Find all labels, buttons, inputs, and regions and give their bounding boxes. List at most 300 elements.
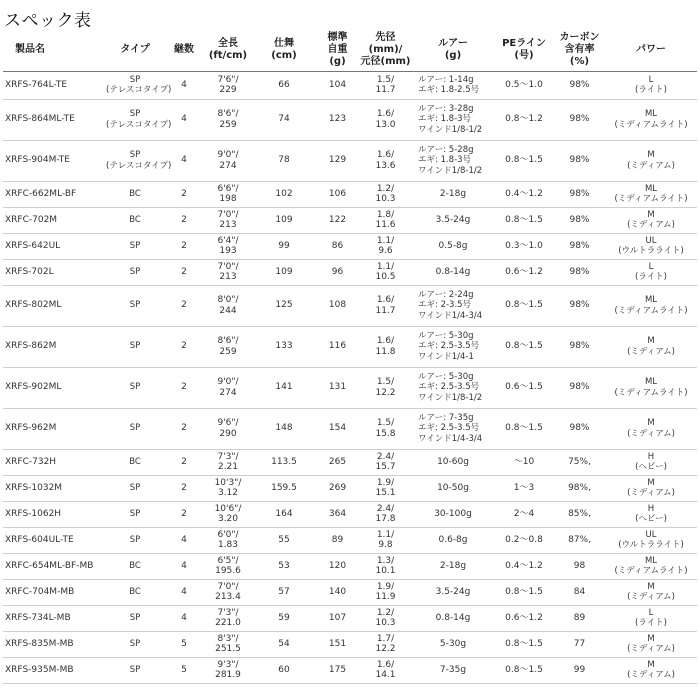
cell-pe-line: 0.8〜1.5 [494, 285, 554, 326]
table-row [3, 579, 697, 605]
cell-length-line: 3.20 [217, 514, 239, 524]
cell-power [605, 207, 697, 233]
cell-length [204, 449, 252, 475]
header-carbon: カーボン 含有率 (%) [554, 29, 605, 71]
cell-tip-butt-diameter-line: 1.5/ [376, 418, 395, 428]
cell-pieces: 2 [164, 408, 204, 449]
cell-carbon: 98% [554, 326, 605, 367]
cell-power [605, 605, 697, 631]
cell-tip-butt-diameter [359, 408, 412, 449]
cell-type [106, 449, 164, 475]
cell-type [106, 207, 164, 233]
cell-carbon: 98% [554, 285, 605, 326]
cell-length-line: 7'3"/ [217, 607, 239, 618]
cell-length-line: 6'5"/ [217, 555, 239, 566]
table-row [3, 99, 697, 140]
cell-weight: 89 [316, 527, 359, 553]
cell-power-line: M [647, 477, 655, 488]
cell-type [106, 475, 164, 501]
cell-weight: 122 [316, 207, 359, 233]
cell-tip-butt-diameter-line: 14.1 [375, 670, 396, 680]
cell-tip-butt-diameter [359, 449, 412, 475]
cell-power-line: UL [645, 235, 657, 246]
cell-lure [412, 475, 494, 501]
cell-closed-length: 148 [252, 408, 316, 449]
cell-lure [412, 71, 494, 99]
cell-lure [412, 408, 494, 449]
cell-carbon: 84 [554, 579, 605, 605]
cell-closed-length: 55 [252, 527, 316, 553]
cell-tip-butt-diameter-line: 1.1/ [376, 235, 395, 246]
cell-lure-line: 3.5-24g [435, 586, 471, 597]
cell-tip-butt-diameter-line: 11.7 [375, 85, 396, 95]
cell-closed-length: 53 [252, 553, 316, 579]
cell-weight: 140 [316, 579, 359, 605]
cell-power-line: M [647, 209, 655, 220]
cell-weight: 120 [316, 553, 359, 579]
table-row [3, 631, 697, 657]
cell-tip-butt-diameter-line: 1.8/ [376, 209, 395, 220]
cell-closed-length: 141 [252, 367, 316, 408]
header-pe-line: PEライン (号) [494, 29, 554, 71]
table-row [3, 367, 697, 408]
cell-tip-butt-diameter [359, 553, 412, 579]
cell-pe-line: 0.6〜1.2 [494, 259, 554, 285]
cell-tip-butt-diameter [359, 475, 412, 501]
cell-power [605, 71, 697, 99]
cell-tip-butt-diameter-line: 12.2 [375, 644, 396, 654]
cell-length-line: 8'6"/ [217, 336, 239, 346]
cell-closed-length: 109 [252, 207, 316, 233]
cell-lure [412, 605, 494, 631]
cell-type-line: SP [129, 508, 141, 519]
cell-type [106, 99, 172, 140]
cell-length-line: 6'6"/ [217, 183, 239, 194]
cell-closed-length: 57 [252, 579, 316, 605]
cell-type-line: SP [129, 300, 141, 311]
cell-power-line: (ミディアムライト) [614, 119, 688, 130]
cell-lure-line: エギ: 1.8-3号 [418, 155, 472, 166]
cell-carbon: 98% [554, 259, 605, 285]
header-weight: 標準 自重 (g) [316, 29, 359, 71]
cell-weight: 116 [316, 326, 359, 367]
cell-power [605, 527, 697, 553]
cell-model: XRFS-862M [3, 326, 106, 367]
cell-length-line: 9'0"/ [217, 150, 239, 160]
cell-power-line: (ミディアム) [627, 220, 675, 230]
cell-length [204, 326, 252, 367]
cell-pieces: 4 [164, 579, 204, 605]
cell-tip-butt-diameter-line: 1.1/ [376, 261, 395, 272]
cell-model: XRFS-904M-TE [3, 140, 106, 181]
cell-carbon: 98% [554, 207, 605, 233]
cell-length [204, 527, 252, 553]
header-closed-length: 仕舞 (cm) [252, 29, 316, 71]
cell-pe-line: 〜10 [494, 449, 554, 475]
cell-carbon: 98% [554, 140, 605, 181]
cell-lure-line: 30-100g [434, 508, 472, 519]
cell-tip-butt-diameter-line: 1.2/ [376, 607, 395, 618]
cell-pieces: 2 [164, 259, 204, 285]
cell-lure-line: ルアー: 1-14g [418, 74, 474, 85]
cell-length-line: 1.83 [217, 540, 239, 550]
cell-lure-line: ワインド1/8-1/2 [418, 124, 483, 135]
cell-lure-line: ルアー: 2-24g [418, 289, 474, 300]
cell-length [204, 605, 252, 631]
cell-model: XRFS-1062H [3, 501, 106, 527]
cell-length [204, 207, 252, 233]
cell-tip-butt-diameter-line: 1.2/ [376, 183, 395, 194]
cell-length [204, 367, 252, 408]
table-row [3, 449, 697, 475]
cell-model: XRFS-734L-MB [3, 605, 106, 631]
cell-model: XRFS-902ML [3, 367, 106, 408]
cell-type-line: SP [129, 266, 141, 277]
cell-lure-line: エギ: 2.5-3.5号 [418, 423, 480, 434]
spec-table-header [3, 29, 697, 71]
cell-pe-line: 0.8〜1.5 [494, 631, 554, 657]
cell-lure-line: エギ: 1.8-2.5号 [418, 85, 480, 95]
cell-carbon: 98% [554, 367, 605, 408]
cell-tip-butt-diameter [359, 181, 412, 207]
cell-pieces: 4 [164, 553, 204, 579]
cell-pe-line: 0.6〜1.2 [494, 605, 554, 631]
table-row [3, 605, 697, 631]
cell-tip-butt-diameter-line: 1.6/ [376, 659, 395, 670]
cell-type [106, 259, 164, 285]
cell-tip-butt-diameter-line: 1.5/ [376, 74, 395, 85]
cell-tip-butt-diameter-line: 9.8 [378, 540, 393, 550]
cell-type [106, 71, 172, 99]
cell-tip-butt-diameter-line: 2.4/ [376, 451, 395, 462]
cell-weight: 175 [316, 657, 359, 683]
cell-pe-line: 0.8〜1.5 [494, 579, 554, 605]
cell-closed-length: 109 [252, 259, 316, 285]
cell-length-line: 6'0"/ [217, 529, 239, 540]
cell-power-line: M [647, 659, 655, 670]
cell-length [204, 233, 252, 259]
cell-length [204, 657, 252, 683]
cell-tip-butt-diameter-line: 2.4/ [376, 503, 395, 514]
cell-type [106, 367, 164, 408]
cell-power-line: L [648, 74, 654, 85]
cell-closed-length: 66 [252, 71, 316, 99]
cell-type-line: (テレスコタイプ) [106, 119, 172, 130]
cell-length-line: 7'6"/ [217, 74, 239, 85]
cell-power-line: ML [644, 109, 658, 119]
cell-type-line: SP [129, 482, 141, 493]
cell-power-line: L [648, 607, 654, 618]
cell-type [106, 631, 164, 657]
cell-lure-line: ワインド1/8-1/2 [418, 392, 483, 403]
cell-carbon: 75%, [554, 449, 605, 475]
cell-lure-line: 0.8-14g [435, 612, 471, 623]
cell-lure [412, 553, 494, 579]
table-row [3, 140, 697, 181]
cell-power-line: (ミディアムライト) [614, 194, 688, 204]
cell-pe-line: 0.2〜0.8 [494, 527, 554, 553]
cell-length-line: 6'4"/ [217, 235, 239, 246]
cell-length-line: 259 [219, 346, 237, 357]
cell-pieces: 4 [164, 71, 204, 99]
cell-tip-butt-diameter [359, 367, 412, 408]
cell-length-line: 198 [219, 194, 237, 204]
cell-power-line: ML [644, 555, 658, 566]
cell-power-line: M [647, 150, 655, 160]
cell-tip-butt-diameter [359, 140, 412, 181]
cell-power-line: M [647, 633, 655, 644]
cell-tip-butt-diameter-line: 1.6/ [376, 336, 395, 346]
cell-power-line: (ミディアムライト) [614, 566, 688, 576]
cell-model: XRFS-1032M [3, 475, 106, 501]
cell-pe-line: 0.8〜1.5 [494, 408, 554, 449]
cell-length [204, 99, 252, 140]
cell-type [106, 579, 164, 605]
cell-carbon: 99 [554, 657, 605, 683]
table-row [3, 475, 697, 501]
cell-pieces: 2 [164, 233, 204, 259]
cell-type [106, 657, 164, 683]
cell-power [605, 579, 697, 605]
cell-lure-line: 2-18g [439, 188, 467, 199]
cell-tip-butt-diameter [359, 326, 412, 367]
cell-power-line: ML [644, 295, 658, 305]
cell-type-line: (テレスコタイプ) [106, 85, 172, 95]
cell-type-line: BC [129, 586, 141, 597]
cell-pieces: 5 [164, 631, 204, 657]
cell-length-line: 195.6 [215, 566, 241, 576]
cell-carbon: 98%, [554, 475, 605, 501]
cell-closed-length: 74 [252, 99, 316, 140]
cell-closed-length: 99 [252, 233, 316, 259]
cell-weight: 86 [316, 233, 359, 259]
cell-length [204, 553, 252, 579]
cell-type [106, 553, 164, 579]
cell-type-line: BC [129, 456, 141, 467]
cell-weight: 151 [316, 631, 359, 657]
cell-pieces: 2 [164, 207, 204, 233]
cell-type-line: SP [129, 240, 141, 251]
cell-power-line: (ウルトラライト) [618, 246, 684, 256]
cell-length-line: 281.9 [215, 670, 241, 680]
cell-power-line: ML [644, 183, 658, 194]
cell-length-line: 10'3"/ [214, 477, 242, 488]
cell-weight: 108 [316, 285, 359, 326]
cell-length-line: 229 [219, 85, 237, 95]
cell-length-line: 244 [219, 305, 237, 316]
cell-pe-line: 0.8〜1.5 [494, 326, 554, 367]
cell-power [605, 553, 697, 579]
cell-type-line: BC [129, 560, 141, 571]
cell-carbon: 98 [554, 553, 605, 579]
cell-power-line: ML [644, 377, 658, 387]
cell-tip-butt-diameter-line: 11.9 [375, 592, 396, 602]
cell-weight: 104 [316, 71, 359, 99]
cell-model: XRFS-604UL-TE [3, 527, 106, 553]
cell-pe-line: 0.6〜1.5 [494, 367, 554, 408]
cell-length [204, 140, 252, 181]
header-model: 製品名 [3, 29, 106, 71]
cell-length-line: 259 [219, 119, 237, 130]
cell-pe-line: 0.8〜1.5 [494, 207, 554, 233]
header-power: パワー [605, 29, 697, 71]
cell-model: XRFS-802ML [3, 285, 106, 326]
cell-tip-butt-diameter-line: 15.1 [375, 488, 396, 498]
cell-pieces: 2 [164, 501, 204, 527]
cell-length-line: 213.4 [215, 592, 241, 602]
cell-power [605, 259, 697, 285]
table-row [3, 259, 697, 285]
cell-tip-butt-diameter-line: 1.7/ [376, 633, 395, 644]
cell-type-line: SP [129, 109, 141, 119]
cell-weight: 131 [316, 367, 359, 408]
cell-power-line: (ライト) [635, 272, 667, 282]
cell-tip-butt-diameter [359, 501, 412, 527]
cell-lure-line: ルアー: 5-30g [418, 330, 474, 341]
cell-lure-line: 5-30g [439, 638, 467, 649]
cell-closed-length: 59 [252, 605, 316, 631]
cell-lure-line: 0.5-8g [438, 240, 468, 251]
cell-lure-line: 7-35g [439, 664, 467, 675]
cell-lure [412, 181, 494, 207]
cell-model: XRFC-702M [3, 207, 106, 233]
cell-length-line: 10'6"/ [214, 503, 242, 514]
cell-tip-butt-diameter-line: 1.9/ [376, 581, 395, 592]
cell-lure-line: ルアー: 7-35g [418, 412, 474, 423]
cell-pieces: 2 [164, 367, 204, 408]
cell-closed-length: 102 [252, 181, 316, 207]
cell-type [106, 285, 164, 326]
cell-tip-butt-diameter [359, 233, 412, 259]
cell-power-line: UL [645, 529, 657, 540]
cell-lure-line: エギ: 2.5-3.5号 [418, 382, 480, 393]
cell-weight: 154 [316, 408, 359, 449]
cell-carbon: 85%, [554, 501, 605, 527]
cell-closed-length: 164 [252, 501, 316, 527]
cell-power [605, 285, 697, 326]
cell-power-line: (ミディアム) [627, 644, 675, 654]
cell-pieces: 2 [164, 181, 204, 207]
cell-type [106, 605, 164, 631]
cell-type [106, 181, 164, 207]
cell-length-line: 8'0"/ [217, 295, 239, 305]
cell-pe-line: 0.5〜1.0 [494, 71, 554, 99]
cell-pieces: 5 [164, 657, 204, 683]
cell-lure [412, 99, 494, 140]
cell-pe-line: 1〜3 [494, 475, 554, 501]
cell-lure-line: ワインド1/4-1 [418, 351, 474, 362]
cell-length [204, 259, 252, 285]
cell-length-line: 290 [219, 428, 237, 439]
cell-length-line: 7'3"/ [217, 451, 239, 462]
cell-type [106, 501, 164, 527]
cell-power [605, 501, 697, 527]
cell-type [106, 140, 172, 181]
cell-pe-line: 0.8〜1.2 [494, 99, 554, 140]
cell-type [106, 408, 164, 449]
cell-type-line: (テレスコタイプ) [106, 160, 172, 171]
cell-tip-butt-diameter-line: 12.2 [375, 387, 396, 398]
cell-lure-line: ワインド1/4-3/4 [418, 433, 483, 444]
cell-model: XRFS-864ML-TE [3, 99, 106, 140]
cell-power [605, 631, 697, 657]
cell-length [204, 631, 252, 657]
cell-closed-length: 78 [252, 140, 316, 181]
cell-length-line: 251.5 [215, 644, 241, 654]
cell-power-line: (ミディアム) [627, 488, 675, 498]
cell-type-line: SP [129, 638, 141, 649]
table-row [3, 326, 697, 367]
cell-length-line: 7'0"/ [217, 209, 239, 220]
cell-tip-butt-diameter [359, 259, 412, 285]
cell-length [204, 579, 252, 605]
cell-pieces: 2 [164, 449, 204, 475]
cell-lure-line: ワインド1/8-1/2 [418, 165, 483, 176]
cell-length-line: 221.0 [215, 618, 241, 628]
cell-lure-line: 0.8-14g [435, 266, 471, 277]
cell-tip-butt-diameter-line: 11.6 [375, 220, 396, 230]
cell-type [106, 527, 164, 553]
header-length: 全長 (ft/cm) [204, 29, 252, 71]
cell-weight: 129 [316, 140, 359, 181]
cell-carbon: 87%, [554, 527, 605, 553]
cell-lure [412, 449, 494, 475]
cell-model: XRFC-654ML-BF-MB [3, 553, 106, 579]
cell-model: XRFS-764L-TE [3, 71, 106, 99]
cell-length-line: 9'0"/ [217, 377, 239, 387]
table-row [3, 527, 697, 553]
cell-pe-line: 0.3〜1.0 [494, 233, 554, 259]
cell-length-line: 193 [219, 246, 237, 256]
cell-power [605, 181, 697, 207]
cell-tip-butt-diameter [359, 657, 412, 683]
cell-carbon: 98% [554, 233, 605, 259]
cell-closed-length: 133 [252, 326, 316, 367]
cell-lure-line: エギ: 2-3.5号 [418, 300, 472, 311]
cell-power [605, 326, 697, 367]
table-row [3, 408, 697, 449]
cell-power-line: (ヘビー) [635, 514, 667, 524]
cell-pe-line: 0.4〜1.2 [494, 181, 554, 207]
cell-length-line: 3.12 [217, 488, 239, 498]
cell-tip-butt-diameter-line: 11.7 [375, 305, 396, 316]
cell-carbon: 98% [554, 71, 605, 99]
cell-type-line: BC [129, 188, 141, 199]
cell-length [204, 501, 252, 527]
cell-lure-line: 10-50g [437, 482, 469, 493]
cell-tip-butt-diameter [359, 527, 412, 553]
cell-power [605, 408, 697, 449]
cell-lure [412, 527, 494, 553]
cell-type-line: SP [129, 423, 141, 434]
cell-tip-butt-diameter [359, 207, 412, 233]
cell-pe-line: 0.8〜1.5 [494, 140, 554, 181]
header-lure: ルアー (g) [412, 29, 494, 71]
cell-power-line: (ライト) [635, 618, 667, 628]
cell-lure [412, 259, 494, 285]
cell-length [204, 181, 252, 207]
cell-power [605, 367, 697, 408]
cell-tip-butt-diameter-line: 15.7 [375, 462, 396, 472]
cell-power-line: M [647, 336, 655, 346]
cell-power [605, 233, 697, 259]
cell-tip-butt-diameter-line: 10.1 [375, 566, 396, 576]
cell-carbon: 98% [554, 181, 605, 207]
cell-tip-butt-diameter-line: 1.5/ [376, 377, 395, 387]
cell-closed-length: 54 [252, 631, 316, 657]
page-title: スペック表 [4, 11, 92, 31]
cell-carbon: 89 [554, 605, 605, 631]
